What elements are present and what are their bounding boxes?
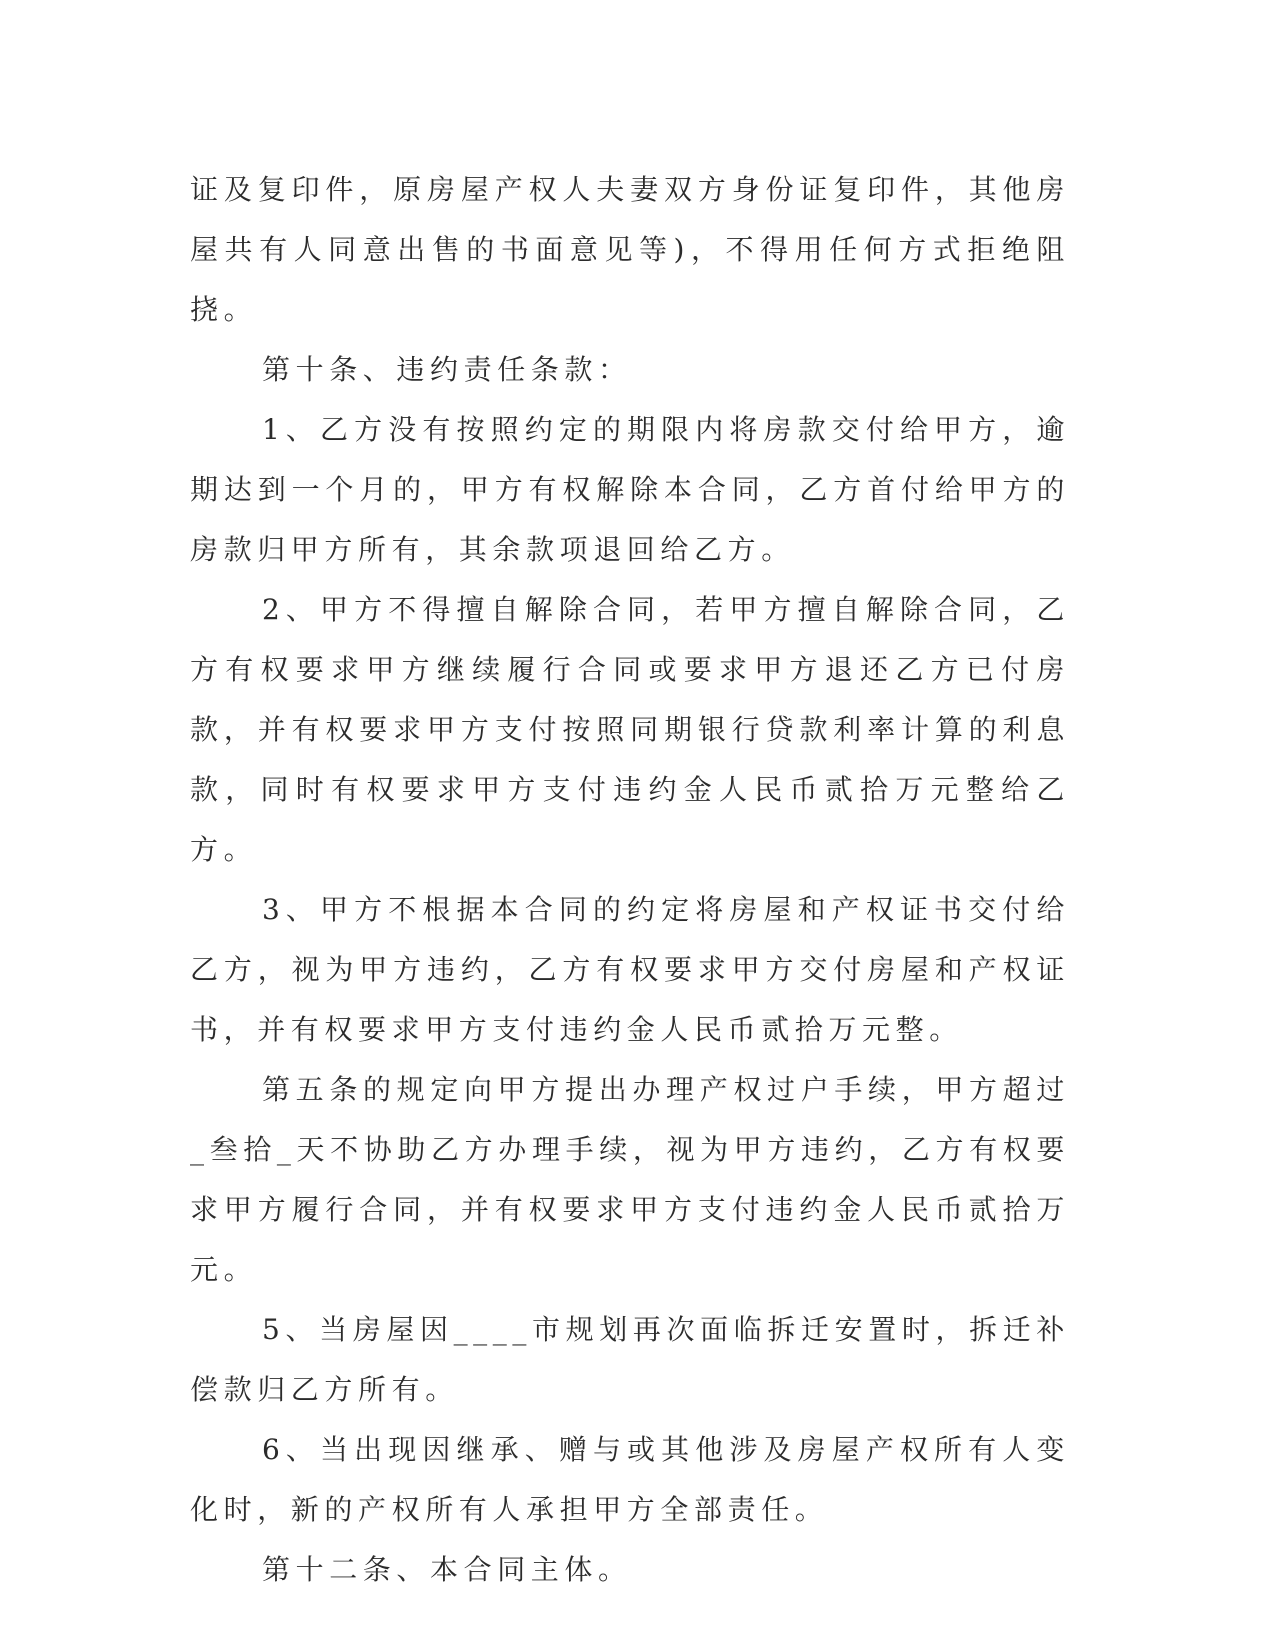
clause-1: 1、乙方没有按照约定的期限内将房款交付给甲方，逾期达到一个月的，甲方有权解除本合同，乙方首付给甲方的房款归甲方所有，其余款项退回给乙方。	[190, 413, 1070, 566]
clause-6: 6、当出现因继承、赠与或其他涉及房屋产权所有人变化时，新的产权所有人承担甲方全部责任。	[190, 1433, 1070, 1526]
heading-article-10: 第十条、违约责任条款：	[262, 353, 632, 386]
clause-transfer: 第五条的规定向甲方提出办理产权过户手续，甲方超过_叁拾_天不协助乙方办理手续，视为甲方违约，乙方有权要求甲方履行合同，并有权要求甲方支付违约金人民币贰拾万元。	[190, 1073, 1070, 1286]
paragraph-continuation: 证及复印件，原房屋产权人夫妻双方身份证复印件，其他房屋共有人同意出售的书面意见等)，不得用任何方式拒绝阻挠。	[190, 173, 1070, 326]
document-body	[190, 160, 1070, 1600]
heading-article-12: 第十二条、本合同主体。	[262, 1553, 632, 1586]
clause-2: 2、甲方不得擅自解除合同，若甲方擅自解除合同，乙方有权要求甲方继续履行合同或要求甲方退还乙方已付房款，并有权要求甲方支付按照同期银行贷款利率计算的利息款，同时有权要求甲方支付违约金人民币贰拾万元整给乙方。	[190, 593, 1070, 866]
clause-3: 3、甲方不根据本合同的约定将房屋和产权证书交付给乙方，视为甲方违约，乙方有权要求甲方交付房屋和产权证书，并有权要求甲方支付违约金人民币贰拾万元整。	[190, 893, 1070, 1046]
clause-5: 5、当房屋因____市规划再次面临拆迁安置时，拆迁补偿款归乙方所有。	[190, 1313, 1070, 1406]
